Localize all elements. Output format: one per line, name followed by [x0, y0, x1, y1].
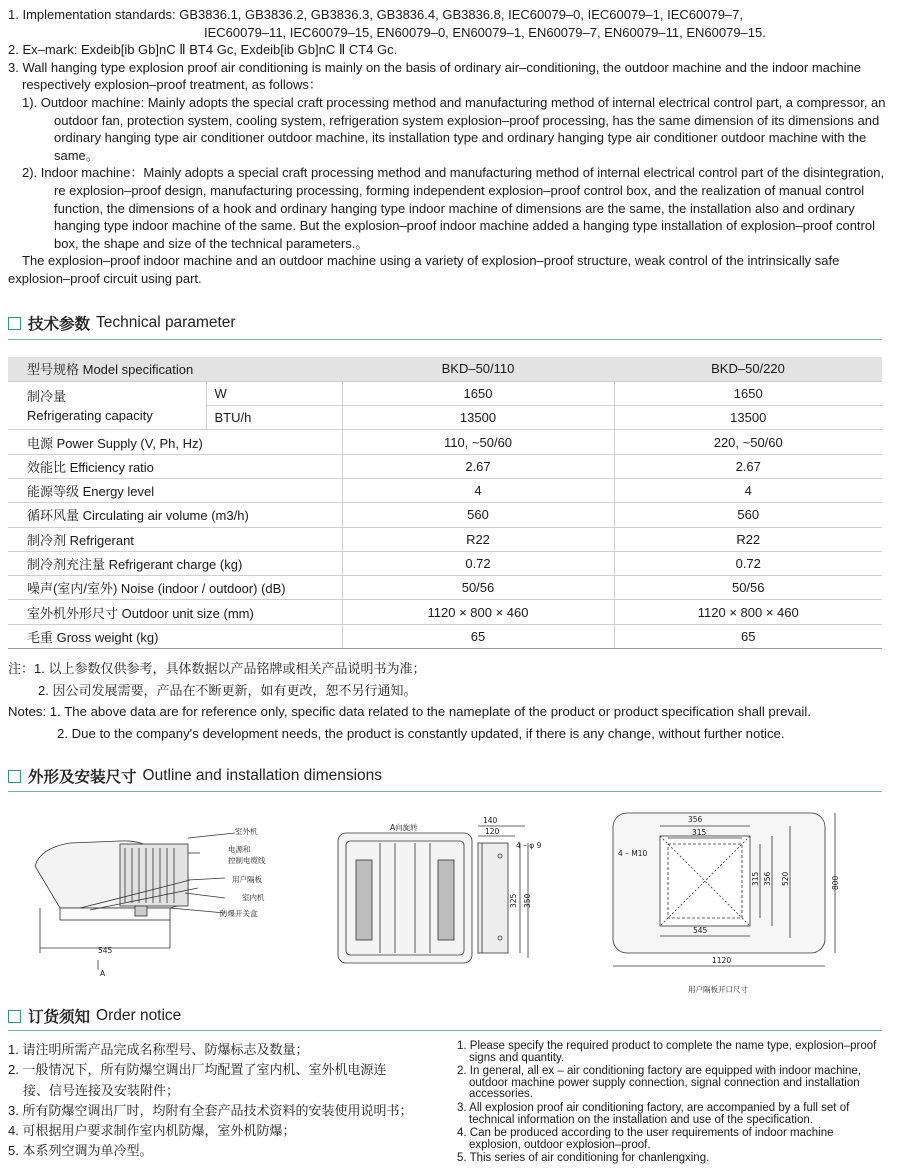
side-view-drawing [35, 833, 235, 970]
section-rule [8, 791, 882, 792]
checkbox-square-icon [8, 770, 21, 783]
ex-mark-line: 2. Ex–mark: Exdeib[ib Gb]nC Ⅱ BT4 Gc, Exdeib[ib Gb]nC Ⅱ CT4 Gc. [8, 42, 398, 58]
table-row: 制冷剂 Refrigerant R22 R22 [8, 527, 882, 551]
list-item: 接、信号连接及安装附件； [23, 1082, 180, 1098]
list-item: 1. 请注明所需产品完成名称型号、防爆标志及数量； [8, 1042, 309, 1057]
dimension-drawings [20, 808, 880, 998]
table-row: 循环风量 Circulating air volume (m3/h) 560 560 [8, 503, 882, 527]
table-header-row [8, 357, 882, 381]
indoor-machine-text: 2). Indoor machine：Mainly adopts a special craft processing method and manufacturing method of internal electrical control part of the disintegration, re explosion–proof design, manufacturing processing, forming independent explosion–proof control box, and the realization of manual control function, the dimensions of a hook and ordinary hanging type indoor machine of dimensions are the same, the installation also and ordinary hanging type indoor machine of the same. But the explosion–proof indoor machine added a hanging type installation of explosion–proof control box, the shape and size of the technical parameters.。 [22, 165, 885, 251]
outdoor-machine-text: 1). Outdoor machine: Mainly adopts the special craft processing method and manufacturing method of internal electrical control part, a compressor, an outdoor fan, protection system, cooling system, refrigeration system explosion–proof processing, has the same dimension of its dimensions and ordinary hanging type air conditioner outdoor machine, its installation type and ordinary hanging type air conditioner outdoor machine with the same。 [22, 94, 886, 163]
standards-line: 1. Implementation standards: GB3836.1, GB3836.2, GB3836.3, GB3836.4, GB3836.8, IEC60079–0, IEC60079–1, IEC60079–7, IEC60079–11, IEC60079–15, EN60079–0, EN60079–1, EN60079–7, EN60079–11, EN60079–15. [8, 7, 766, 40]
note-cn-2: 2. 因公司发展需要，产品在不断更新，如有更改，恕不另行通知。 [38, 682, 417, 698]
table-row: 能源等级 Energy level 4 4 [8, 478, 882, 502]
header-model-220: BKD–50/220 [614, 357, 882, 381]
outline-diagrams [20, 808, 880, 998]
table-row: 制冷量 Refrigerating capacity W 1650 1650 [8, 381, 882, 405]
note-cn-1: 注：1. 以上参数仅供参考，具体数据以产品铭牌或相关产品说明书为准； [8, 661, 426, 676]
section-rule [8, 339, 882, 340]
table-row: BTU/h 13500 13500 [8, 406, 882, 430]
label-indoor-unit: 室内机 [242, 893, 265, 902]
order-notice-en [457, 1041, 887, 1167]
section-rule [8, 1030, 882, 1031]
label-power-line-2: 控制电缆线 [228, 856, 266, 865]
order-notice-cn [8, 1040, 448, 1162]
table-row: 制冷剂充注量 Refrigerant charge (kg) 0.72 0.72 [8, 551, 882, 575]
dim-m10: 4 – M10 [618, 849, 648, 858]
dim-356-vertical: 356 [763, 871, 772, 886]
dim-1120: 1120 [712, 956, 732, 965]
list-item: 1. Please specify the required product to complete the name type, explosion–proof signs and quantity. [457, 1040, 877, 1064]
dim-120: 120 [485, 827, 500, 836]
dim-140: 140 [483, 816, 498, 825]
list-item: 3. All explosion proof air conditioning factory, are accompanied by a full set of technical information on the installation and use of the specification. [457, 1101, 850, 1126]
label-outdoor-unit: 室外机 [235, 827, 258, 836]
technical-parameter-heading: 技术参数 Technical parameter [8, 312, 236, 334]
dim-800: 800 [831, 875, 840, 890]
label-power-line-1: 电源和 [228, 845, 251, 854]
closing-text: The explosion–proof indoor machine and an outdoor machine using a variety of explosion–proof structure, weak control of the intrinsically safe explosion–proof circuit using part. [8, 253, 840, 286]
order-heading: 订货须知 Order notice [8, 1005, 181, 1027]
table-row: 室外机外形尺寸 Outdoor unit size (mm) 1120 × 800 × 460 1120 × 800 × 460 [8, 600, 882, 624]
list-item: 2. 一般情况下，所有防爆空调出厂均配置了室内机、室外机电源连 [8, 1062, 387, 1078]
list-item: 5. 本系列空调为单冷型。 [8, 1143, 153, 1159]
table-row: 噪声(室内/室外) Noise (indoor / outdoor) (dB) 50/56 50/56 [8, 576, 882, 600]
list-item: 4. 可根据用户要求制作室内机防爆，室外机防爆； [8, 1123, 296, 1139]
panel-opening-caption: 用户隔板开口尺寸 [688, 985, 748, 994]
note-en-2: 2. Due to the company's development needs, the product is constantly updated, if there is any change, without further notice. [57, 725, 785, 741]
header-model: 型号规格 Model specification [8, 357, 342, 381]
dim-315-vertical: 315 [751, 871, 760, 886]
dim-holes: 4 – φ 9 [516, 841, 542, 850]
header-model-110: BKD–50/110 [342, 357, 614, 381]
label-switch-box: 防爆开关盒 [220, 909, 258, 918]
dim-350: 350 [523, 893, 532, 908]
list-item: 3. 所有防爆空调出厂时，均附有全套产品技术资料的安装使用说明书； [8, 1102, 413, 1118]
dim-545-panel: 545 [693, 926, 708, 935]
label-user-panel: 用户隔板 [232, 875, 262, 884]
dim-315: 315 [692, 828, 707, 837]
view-a-label: A [100, 969, 106, 978]
table-row: 电源 Power Supply (V, Ph, Hz) 110, ~50/60 220, ~50/60 [8, 430, 882, 454]
table-row: 效能比 Efficiency ratio 2.67 2.67 [8, 454, 882, 478]
dim-356: 356 [688, 815, 703, 824]
front-view-drawing [338, 826, 528, 963]
label-a-rotate: A向旋转 [390, 823, 418, 832]
panel-opening-drawing [613, 813, 835, 966]
dim-545: 545 [98, 946, 113, 955]
spec-table [8, 357, 882, 649]
wall-type-line: 3. Wall hanging type explosion proof air conditioning is mainly on the basis of ordinary air–conditioning, the outdoor machine and the indoor machine respectively explosion–proof treatment, as follows： [8, 59, 861, 93]
outline-heading: 外形及安装尺寸 Outline and installation dimensions [8, 765, 382, 787]
dim-520: 520 [781, 871, 790, 886]
intro-text [8, 6, 888, 288]
list-item: 4. Can be produced according to the user requirements of indoor machine explosion, outdoor explosion–proof. [457, 1127, 834, 1151]
refrigerating-capacity-label: 制冷量 Refrigerating capacity [8, 381, 206, 430]
checkbox-square-icon [8, 317, 21, 330]
note-en-1: Notes: 1. The above data are for reference only, specific data related to the nameplate of the product or product specification shall prevail. [8, 704, 811, 719]
dim-325: 325 [509, 893, 518, 908]
list-item: 5. This series of air conditioning for chanlengxing. [457, 1152, 710, 1165]
list-item: 2. In general, all ex – air conditioning factory are equipped with indoor machine, outdoor machine power supply connection, signal connection and installation accessories. [457, 1065, 862, 1101]
table-row: 毛重 Gross weight (kg) 65 65 [8, 624, 882, 648]
notes [8, 658, 893, 744]
checkbox-square-icon [8, 1010, 21, 1023]
